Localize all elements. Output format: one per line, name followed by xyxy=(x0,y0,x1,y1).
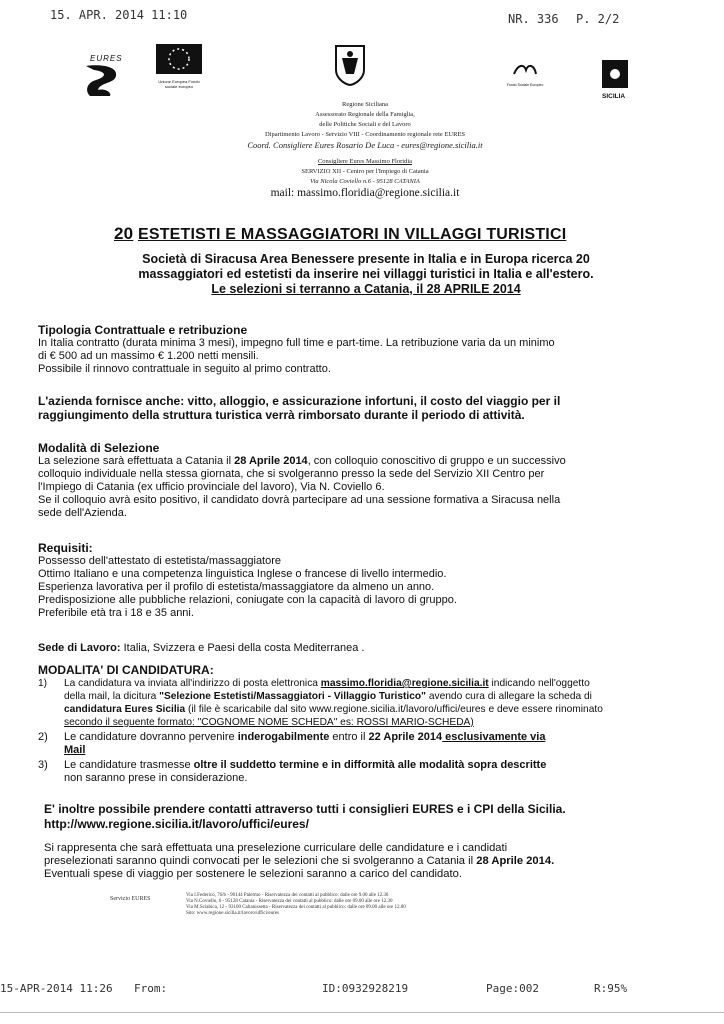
letterhead-politiche: delle Politiche Sociali e del Lavoro xyxy=(319,121,411,128)
item-text: indicando nell'oggetto xyxy=(488,678,590,689)
letterhead-mail: mail: massimo.floridia@regione.sicilia.it xyxy=(270,187,460,199)
chiusura-line-2 xyxy=(44,855,684,868)
fax-footer-divider xyxy=(0,1012,724,1013)
selezione-line-5: sede dell'Azienda. xyxy=(38,507,127,519)
section-selezione xyxy=(38,442,678,520)
candidatura-item-1-line-1 xyxy=(64,677,678,690)
fse-mark-icon xyxy=(510,62,540,78)
item-text: (il file è scaricabile dal sito www.regione.sicilia.it/lavoro/uffici/eures e deve essere rinominato xyxy=(185,704,603,715)
item-emphasis: oltre il suddetto termine e in difformità alle modalità sopra descritte xyxy=(193,759,547,771)
intro-line-3: Le selezioni si terranno a Catania, il 28 APRILE 2014 xyxy=(211,282,521,296)
section-tipologia xyxy=(38,324,678,376)
contatti-line-1: E' inoltre possibile prendere contatti attraverso tutti i consiglieri EURES e i CPI della Sicilia. xyxy=(44,802,566,816)
chiusura-line-3: Eventuali spese di viaggio per sostenere le selezioni saranno a carico del candidato. xyxy=(44,868,462,880)
deadline-date: 22 Aprile 2014 xyxy=(368,731,443,743)
eu-flag-caption: Unione Europea Fondo sociale europeo xyxy=(158,79,200,89)
candidatura-item-1-line-2 xyxy=(64,690,678,703)
selezione-line-1-c: , con colloquio conoscitivo di gruppo e un successivo xyxy=(307,455,566,467)
letterhead-dipartimento: Dipartimento Lavoro - Servizio VIII - Coordinamento regionale rete EURES xyxy=(264,131,466,138)
requisiti-item: Ottimo Italiano e una competenza linguistica Inglese o francese di livello intermedio. xyxy=(38,568,447,580)
subject-text: "Selezione Estetisti/Massaggiatori - Villaggio Turistico" xyxy=(159,691,426,702)
fax-footer-resolution: R:95% xyxy=(594,982,628,995)
fax-header-date: 15. APR. 2014 11:10 xyxy=(50,8,188,22)
candidatura-item-2-line-1 xyxy=(64,731,678,744)
footer-servizio: Servizio EURES xyxy=(110,896,151,902)
requisiti-item: Preferibile età tra i 18 e 35 anni. xyxy=(38,607,194,619)
requisiti-item: Esperienza lavorativa per il profilo di estetista/massaggiatore da almeno un anno. xyxy=(38,581,435,593)
fax-header-number: NR. 336 xyxy=(508,12,559,26)
regione-sicilia-crest-icon xyxy=(330,44,370,86)
item-number: 2) xyxy=(38,731,48,743)
chiusura-text: preselezionati saranno quindi convocati per le selezioni che si svolgeranno a Catania il xyxy=(44,855,477,867)
selezione-line-1 xyxy=(38,455,678,468)
intro-paragraph xyxy=(96,252,636,297)
title-text: ESTETISTI E MASSAGGIATORI IN VILLAGGI TURISTICI xyxy=(137,226,567,243)
section-chiusura xyxy=(44,842,684,881)
fax-footer-id: ID:0932928219 xyxy=(322,982,409,995)
section-sede xyxy=(38,642,678,655)
candidatura-list xyxy=(38,677,678,785)
eures-swoosh-icon xyxy=(80,62,124,96)
email-link[interactable]: massimo.floridia@regione.sicilia.it xyxy=(320,678,489,689)
letterhead-servizio: SERVIZIO XII - Centro per l'Impiego di Catania xyxy=(301,168,429,175)
selezione-line-4: Se il colloquio avrà esito positivo, il candidato dovrà partecipare ad una sessione formativa a Siracusa nella xyxy=(38,494,561,506)
requisiti-heading: Requisiti: xyxy=(38,541,93,555)
candidatura-item-3-line-1 xyxy=(64,759,678,772)
letterhead-address: Via Nicola Coviello n.6 - 95128 CATANIA xyxy=(310,178,420,185)
candidatura-item-3 xyxy=(38,759,678,785)
item-text: La candidatura va inviata all'indirizzo di posta elettronica xyxy=(64,678,321,689)
intro-line-1: Società di Siracusa Area Benessere presente in Italia e in Europa ricerca 20 xyxy=(142,252,590,266)
selezione-line-3: l'Impiego di Catania (ex ufficio provinciale del lavoro), Via N. Coviello 6. xyxy=(38,481,385,493)
chiusura-line-1: Si rappresenta che sarà effettuata una preselezione curriculare delle candidature e i candidati xyxy=(44,842,508,854)
item-number: 1) xyxy=(38,678,48,689)
scheda-text: candidatura Eures Sicilia xyxy=(64,704,186,715)
page-title xyxy=(114,224,566,244)
intro-line-2: massaggiatori ed estetisti da inserire nei villaggi turistici in Italia e all'estero. xyxy=(138,267,594,281)
eures-logo xyxy=(80,54,124,94)
format-text: secondo il seguente formato: "COGNOME NOME SCHEDA" es: ROSSI MARIO-SCHEDA) xyxy=(64,717,474,728)
section-candidatura xyxy=(38,664,678,785)
letterhead-coordinator: Coord. Consigliere Eures Rosario De Luca - eures@regione.sicilia.it xyxy=(247,140,483,150)
selezione-line-1-a: La selezione sarà effettuata a Catania il xyxy=(38,455,235,467)
azienda-line-2: raggiungimento della struttura turistica verrà rimborsato durante il periodo di attività. xyxy=(38,408,525,422)
letterhead-region: Regione Siciliana xyxy=(341,101,389,108)
requisiti-item: Predisposizione alle pubbliche relazioni, coniugate con la capacità di lavoro di gruppo. xyxy=(38,594,457,606)
fse-logo xyxy=(500,62,550,88)
letterhead-assessorato: Assessorato Regionale della Famiglia, xyxy=(315,111,415,118)
sede-value: Italia, Svizzera e Paesi della costa Mediterranea . xyxy=(120,642,365,654)
item-text: Le candidature trasmesse xyxy=(64,759,194,771)
fse-caption: Fondo Sociale Europeo xyxy=(506,83,544,87)
contatti-url-link[interactable]: http://www.regione.sicilia.it/lavoro/uffici/eures/ xyxy=(44,817,309,831)
fax-header-page: P. 2/2 xyxy=(576,12,620,26)
regione-sicilia-logo xyxy=(330,44,370,86)
sicilia-caption: SICILIA xyxy=(602,93,626,100)
eures-logo-text: EURES xyxy=(90,54,123,63)
item-number: 3) xyxy=(38,759,48,771)
item-emphasis: Mail xyxy=(64,744,86,756)
fax-footer-time: 15-APR-2014 11:26 xyxy=(0,982,113,995)
tipologia-line-1: In Italia contratto (durata minima 3 mesi), impegno full time e part-time. La retribuzione varia da un minimo xyxy=(38,337,555,349)
section-azienda xyxy=(38,394,678,422)
section-requisiti xyxy=(38,542,678,620)
footer-address-line: Via N.Coviello, 6 - 95128 Catania - Riservatezza dei contatti al pubblico: dalle ore 09.00 alle ore 12.30 xyxy=(186,899,393,904)
selezione-heading: Modalità di Selezione xyxy=(38,441,160,455)
letterhead xyxy=(200,100,530,199)
footer-addresses xyxy=(186,893,446,917)
item-text: entro il xyxy=(329,731,369,743)
chiusura-date: 28 Aprile 2014. xyxy=(476,855,555,867)
footer-address-line: Via M.Sciabica, 12 - 93100 Caltanissetta - Riservatezza dei contatti al pubblico: dalle ore 09.00 alle ore 12.00 xyxy=(186,905,406,910)
candidatura-item-1 xyxy=(38,677,678,729)
footer-address-line: Sito: www.regione.sicilia.it/lavoro/uffici/eures xyxy=(186,911,279,916)
candidatura-item-1-line-3 xyxy=(64,703,678,716)
tipologia-heading: Tipologia Contrattuale e retribuzione xyxy=(38,323,248,337)
item-text: non saranno prese in considerazione. xyxy=(64,772,248,784)
fax-footer-from: From: xyxy=(134,982,168,995)
azienda-line-1: L'azienda fornisce anche: vitto, alloggio, e assicurazione infortuni, il costo del viaggio per il xyxy=(38,394,561,408)
candidatura-heading: MODALITA' DI CANDIDATURA: xyxy=(38,663,214,677)
section-contatti xyxy=(44,802,684,832)
footer-address-line: Via I.Federico, 76/b - 90144 Palermo - Riservatezza dei contatti al pubblico: dalle ore 9.00 alle 12.30 xyxy=(186,893,389,898)
selezione-line-2: colloquio individuale nella stessa giornata, che si svolgeranno presso la sede del Servizio XII Centro per xyxy=(38,468,545,480)
candidatura-item-2 xyxy=(38,731,678,757)
title-number: 20 xyxy=(114,224,134,243)
item-text: della mail, la dicitura xyxy=(64,691,160,702)
item-emphasis: inderogabilmente xyxy=(237,731,330,743)
letterhead-consigliere: Consigliere Eures Massimo Floridia xyxy=(317,158,413,165)
tipologia-line-3: Possibile il rinnovo contrattuale in seguito al primo contratto. xyxy=(38,363,331,375)
sede-label: Sede di Lavoro: xyxy=(38,642,121,654)
sicilia-trinacria-icon xyxy=(602,60,628,88)
item-emphasis: esclusivamente via xyxy=(442,731,546,743)
sicilia-logo xyxy=(602,60,632,106)
item-text: Le candidature dovranno pervenire xyxy=(64,731,238,743)
eu-flag-icon xyxy=(156,44,202,74)
eu-flag-logo xyxy=(156,44,202,90)
item-text: avendo cura di allegare la scheda di xyxy=(425,691,592,702)
requisiti-item: Possesso dell'attestato di estetista/massaggiatore xyxy=(38,555,282,567)
tipologia-line-2: di € 500 ad un massimo € 1.200 netti mensili. xyxy=(38,350,259,362)
fax-footer-page: Page:002 xyxy=(486,982,539,995)
selezione-date: 28 Aprile 2014 xyxy=(234,455,308,467)
